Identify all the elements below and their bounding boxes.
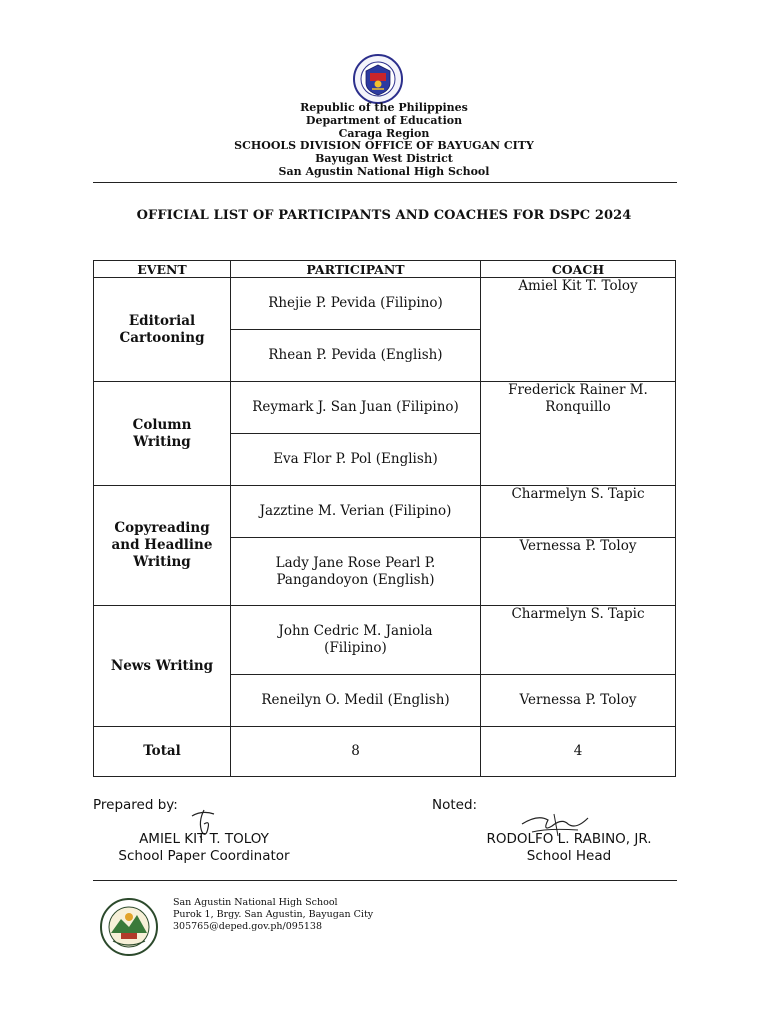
event-name: Column <box>132 416 192 433</box>
letterhead-district: Bayugan West District <box>315 152 453 166</box>
letterhead-division: SCHOOLS DIVISION OFFICE OF BAYUGAN CITY <box>234 139 534 153</box>
participant-cell: Eva Flor P. Pol (English) <box>231 434 481 486</box>
letterhead-school: San Agustin National High School <box>278 164 490 178</box>
letterhead-department: Department of Education <box>305 113 463 127</box>
participant-name: Pangandoyon (English) <box>276 571 435 588</box>
coach-cell: Vernessa P. Toloy <box>481 538 676 606</box>
event-name: Writing <box>133 554 191 570</box>
participant-name: (Filipino) <box>324 640 387 656</box>
table-row <box>94 278 676 330</box>
total-row <box>94 727 676 777</box>
participant-cell: Reymark J. San Juan (Filipino) <box>231 382 481 434</box>
footer-divider <box>93 880 677 881</box>
event-name: and Headline <box>111 537 213 553</box>
table-row <box>94 606 676 675</box>
coach-cell: Charmelyn S. Tapic <box>481 486 676 538</box>
participant-name: John Cedric M. Janiola <box>278 623 433 639</box>
prepared-by-role: School Paper Coordinator <box>118 848 290 864</box>
participant-cell <box>231 606 481 675</box>
prepared-by-label: Prepared by: <box>93 797 178 813</box>
table-header-row <box>94 261 676 278</box>
event-cell <box>94 382 231 486</box>
participants-table <box>93 260 676 777</box>
participant-cell: Rhean P. Pevida (English) <box>231 330 481 382</box>
event-cell <box>94 486 231 606</box>
header-event: EVENT <box>94 261 231 278</box>
letterhead-republic: Republic of the Philippines <box>300 101 468 114</box>
letterhead <box>0 102 768 179</box>
event-name: Copyreading <box>114 520 210 536</box>
header-participant: PARTICIPANT <box>231 261 481 278</box>
noted-by-name: RODOLFO L. RABINO, JR. <box>486 831 652 847</box>
header-divider <box>93 182 677 183</box>
noted-label: Noted: <box>432 797 478 813</box>
participant-cell: Jazztine M. Verian (Filipino) <box>231 486 481 538</box>
event-cell <box>94 278 231 382</box>
footer-contact: 305765@deped.gov.ph/095138 <box>173 921 322 932</box>
coach-name: Frederick Rainer M. <box>508 382 648 398</box>
header-coach: COACH <box>481 261 676 278</box>
document-title: OFFICIAL LIST OF PARTICIPANTS AND COACHES FOR DSPC 2024 <box>136 208 632 223</box>
table-row <box>94 486 676 538</box>
total-coaches: 4 <box>481 727 676 777</box>
coach-name: Ronquillo <box>545 399 611 415</box>
footer-school: San Agustin National High School <box>173 897 338 908</box>
event-cell: News Writing <box>94 606 231 727</box>
school-seal-icon <box>99 897 159 957</box>
coach-cell: Vernessa P. Toloy <box>481 675 676 727</box>
coach-cell: Charmelyn S. Tapic <box>481 606 676 675</box>
event-name: Editorial <box>128 312 196 329</box>
coach-cell: Amiel Kit T. Toloy <box>481 278 676 382</box>
event-name: Cartooning <box>119 329 205 346</box>
participant-cell: Rhejie P. Pevida (Filipino) <box>231 278 481 330</box>
footer-address: Purok 1, Brgy. San Agustin, Bayugan City <box>173 909 374 920</box>
participant-cell: Reneilyn O. Medil (English) <box>231 675 481 727</box>
total-label: Total <box>94 727 231 777</box>
table-row <box>94 382 676 434</box>
letterhead-region: Caraga Region <box>338 126 430 140</box>
prepared-by-name: AMIEL KIT T. TOLOY <box>139 831 269 847</box>
footer-info <box>173 897 373 933</box>
participant-name: Lady Jane Rose Pearl P. <box>275 554 436 571</box>
participant-cell <box>231 538 481 606</box>
total-participants: 8 <box>231 727 481 777</box>
coach-cell <box>481 382 676 486</box>
event-name: Writing <box>133 433 191 450</box>
noted-by-role: School Head <box>526 848 612 864</box>
deped-seal-icon <box>348 53 408 105</box>
